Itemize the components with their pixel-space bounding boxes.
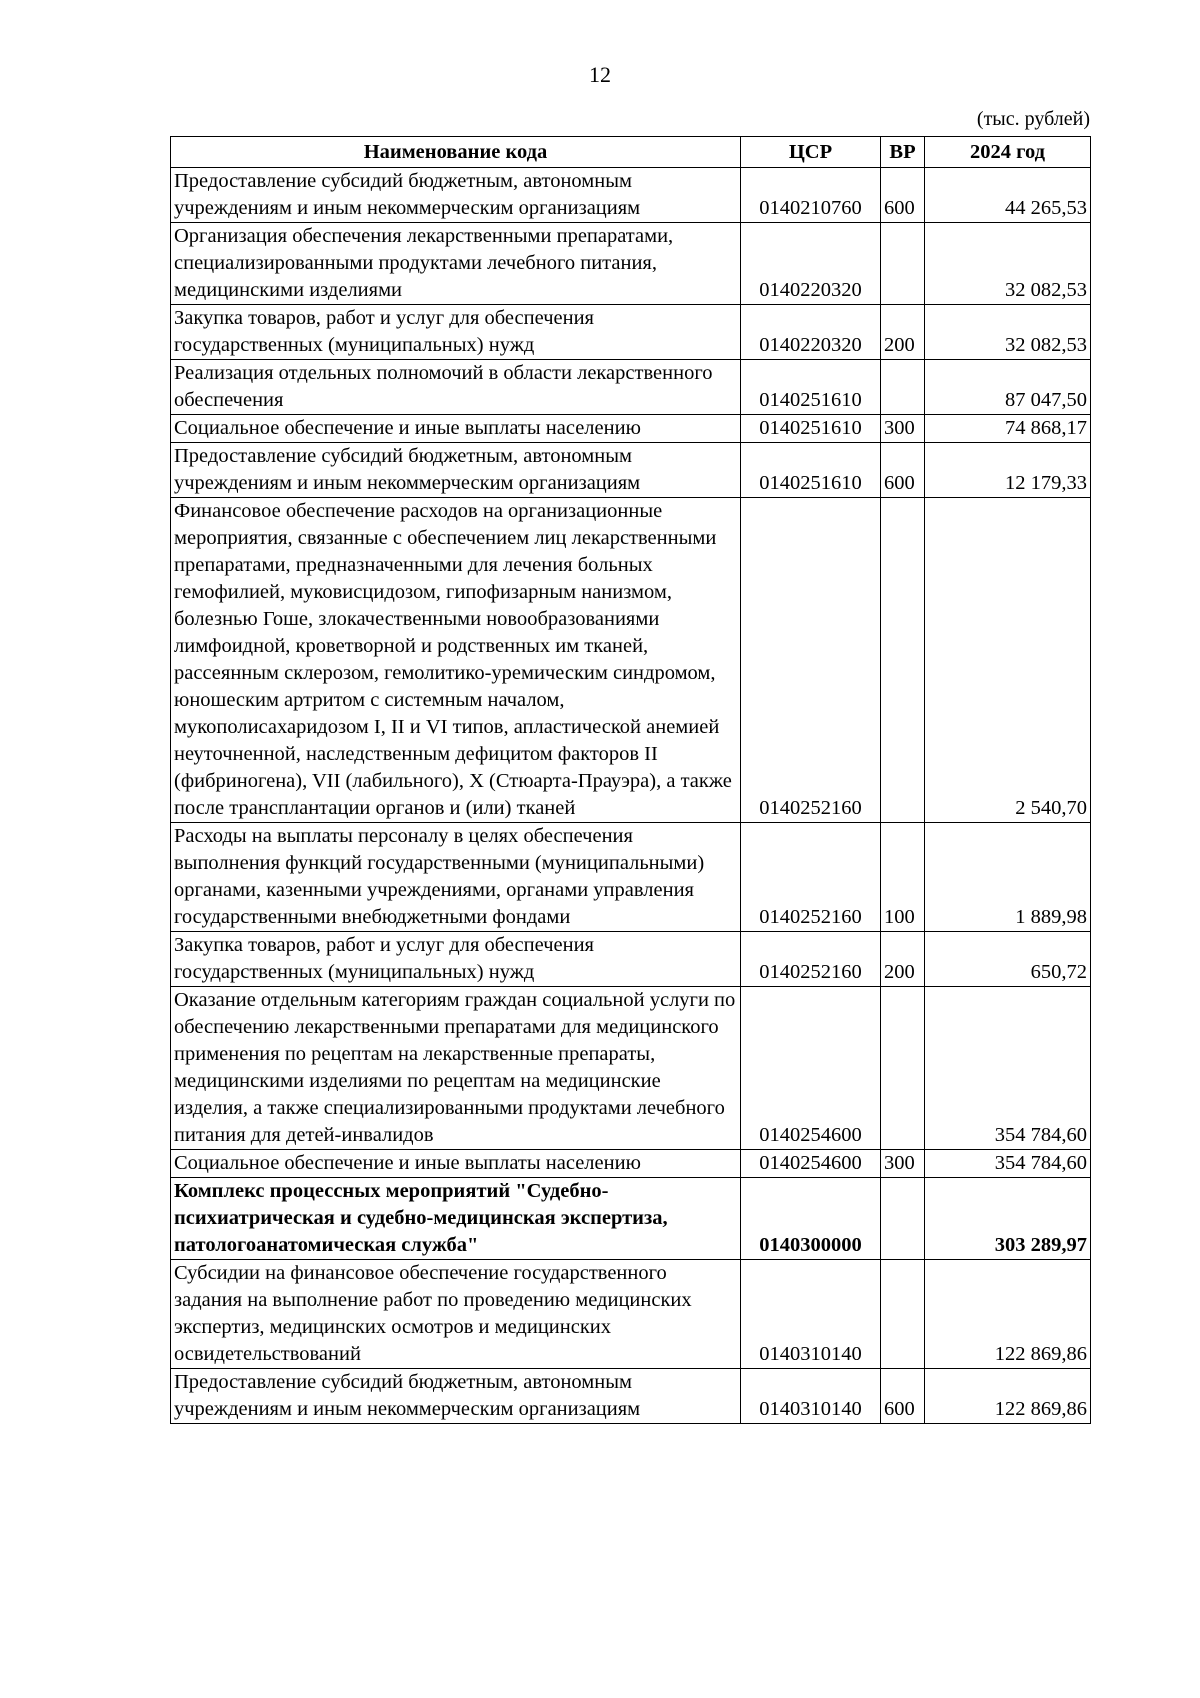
- row-sum: 650,72: [925, 932, 1091, 987]
- row-csr: 0140251610: [741, 443, 881, 498]
- table-row: [171, 305, 1091, 360]
- table-row: [171, 415, 1091, 443]
- table-row-section: [171, 1178, 1091, 1260]
- row-sum: 122 869,86: [925, 1260, 1091, 1369]
- row-name: Расходы на выплаты персоналу в целях обеспечения выполнения функций государственными (муниципальными) органами, казенными учреждениями, органами управления государственными внебюджетными фондами: [171, 823, 741, 932]
- row-vr: 600: [881, 443, 925, 498]
- header-name: Наименование кода: [171, 137, 741, 168]
- table-row: [171, 1260, 1091, 1369]
- row-sum: 303 289,97: [925, 1178, 1091, 1260]
- table-row: [171, 360, 1091, 415]
- row-name: Предоставление субсидий бюджетным, автономным учреждениям и иным некоммерческим организациям: [171, 443, 741, 498]
- header-sum: 2024 год: [925, 137, 1091, 168]
- row-csr: 0140252160: [741, 498, 881, 823]
- row-vr: 200: [881, 305, 925, 360]
- table-row: [171, 168, 1091, 223]
- row-csr: 0140210760: [741, 168, 881, 223]
- row-vr: 600: [881, 1369, 925, 1424]
- budget-table: [170, 136, 1091, 1424]
- table-row: [171, 987, 1091, 1150]
- row-vr: [881, 360, 925, 415]
- row-sum: 87 047,50: [925, 360, 1091, 415]
- table-row: [171, 443, 1091, 498]
- row-csr: 0140220320: [741, 223, 881, 305]
- row-sum: 32 082,53: [925, 223, 1091, 305]
- row-sum: 12 179,33: [925, 443, 1091, 498]
- row-sum: 2 540,70: [925, 498, 1091, 823]
- row-sum: 32 082,53: [925, 305, 1091, 360]
- row-name: Комплекс процессных мероприятий "Судебно-психиатрическая и судебно-медицинская экспертиза, патологоанатомическая служба": [171, 1178, 741, 1260]
- row-name: Предоставление субсидий бюджетным, автономным учреждениям и иным некоммерческим организациям: [171, 168, 741, 223]
- row-vr: 200: [881, 932, 925, 987]
- table-row: [171, 823, 1091, 932]
- row-name: Социальное обеспечение и иные выплаты населению: [171, 1150, 741, 1178]
- row-vr: 300: [881, 415, 925, 443]
- row-vr: 100: [881, 823, 925, 932]
- row-name: Организация обеспечения лекарственными препаратами, специализированными продуктами лечебного питания, медицинскими изделиями: [171, 223, 741, 305]
- row-csr: 0140220320: [741, 305, 881, 360]
- header-csr: ЦСР: [741, 137, 881, 168]
- row-csr: 0140252160: [741, 932, 881, 987]
- table-row: [171, 498, 1091, 823]
- row-name: Закупка товаров, работ и услуг для обеспечения государственных (муниципальных) нужд: [171, 932, 741, 987]
- row-csr: 0140251610: [741, 415, 881, 443]
- row-sum: 122 869,86: [925, 1369, 1091, 1424]
- row-vr: 300: [881, 1150, 925, 1178]
- row-name: Предоставление субсидий бюджетным, автономным учреждениям и иным некоммерческим организациям: [171, 1369, 741, 1424]
- table-row: [171, 223, 1091, 305]
- row-sum: 354 784,60: [925, 987, 1091, 1150]
- row-sum: 354 784,60: [925, 1150, 1091, 1178]
- row-csr: 0140254600: [741, 1150, 881, 1178]
- row-csr: 0140300000: [741, 1178, 881, 1260]
- row-name: Субсидии на финансовое обеспечение государственного задания на выполнение работ по проведению медицинских экспертиз, медицинских осмотров и медицинских освидетельствований: [171, 1260, 741, 1369]
- table-row: [171, 1369, 1091, 1424]
- row-sum: 74 868,17: [925, 415, 1091, 443]
- row-sum: 44 265,53: [925, 168, 1091, 223]
- row-csr: 0140310140: [741, 1260, 881, 1369]
- units-label: (тыс. рублей): [976, 108, 1090, 130]
- row-vr: [881, 987, 925, 1150]
- table-row: [171, 932, 1091, 987]
- row-name: Финансовое обеспечение расходов на организационные мероприятия, связанные с обеспечением лиц лекарственными препаратами, предназначенными для лечения больных гемофилией, муковисцидозом, гипофизарным нанизмом, болезнью Гоше, злокачественными новообразованиями лимфоидной, кроветворной и родственных им тканей, рассеянным склерозом, гемолитико-уремическим синдромом, юношеским артритом с системным началом, мукополисахаридозом I, II и VI типов, апластической анемией неуточненной, наследственным дефицитом факторов II (фибриногена), VII (лабильного), X (Стюарта-Прауэра), а также после трансплантации органов и (или) тканей: [171, 498, 741, 823]
- table-header-row: [171, 137, 1091, 168]
- row-name: Оказание отдельным категориям граждан социальной услуги по обеспечению лекарственными препаратами для медицинского применения по рецептам на лекарственные препараты, медицинскими изделиями по рецептам на медицинские изделия, а также специализированными продуктами лечебного питания для детей-инвалидов: [171, 987, 741, 1150]
- table-row: [171, 1150, 1091, 1178]
- row-name: Закупка товаров, работ и услуг для обеспечения государственных (муниципальных) нужд: [171, 305, 741, 360]
- row-vr: [881, 498, 925, 823]
- page-number: 12: [589, 62, 611, 87]
- row-csr: 0140252160: [741, 823, 881, 932]
- row-vr: [881, 1260, 925, 1369]
- header-vr: ВР: [881, 137, 925, 168]
- row-vr: 600: [881, 168, 925, 223]
- row-csr: 0140251610: [741, 360, 881, 415]
- row-vr: [881, 1178, 925, 1260]
- row-csr: 0140254600: [741, 987, 881, 1150]
- row-sum: 1 889,98: [925, 823, 1091, 932]
- row-vr: [881, 223, 925, 305]
- row-name: Социальное обеспечение и иные выплаты населению: [171, 415, 741, 443]
- row-name: Реализация отдельных полномочий в области лекарственного обеспечения: [171, 360, 741, 415]
- row-csr: 0140310140: [741, 1369, 881, 1424]
